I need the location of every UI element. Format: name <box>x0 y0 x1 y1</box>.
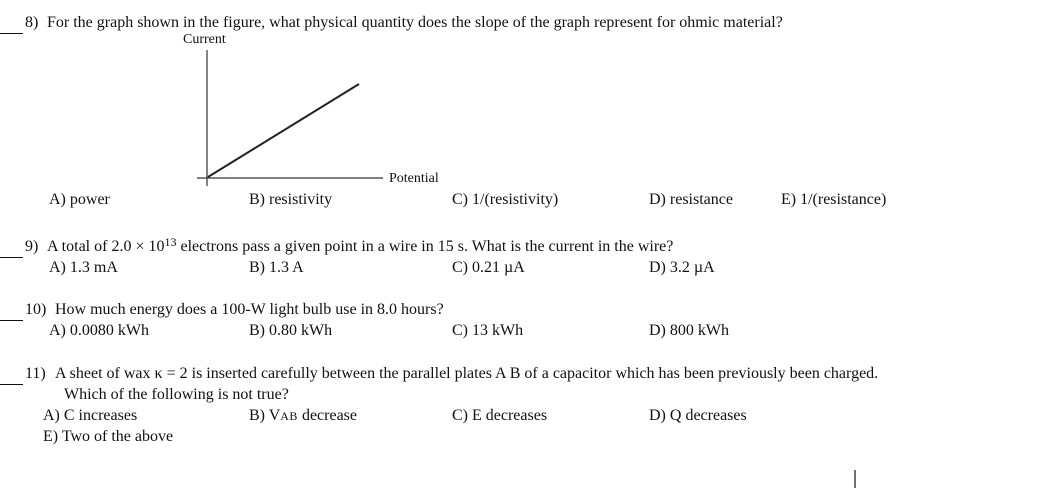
question-number: 11) <box>25 365 46 382</box>
option-d: D) 3.2 µA <box>649 259 715 276</box>
question-number: 8) <box>25 14 39 31</box>
ohmic-line <box>208 84 359 177</box>
answer-blank-q10 <box>0 320 23 321</box>
question-text <box>47 235 674 256</box>
question-text-part: A total of 2.0 × 10 <box>47 238 165 255</box>
option-a: A) power <box>49 191 110 208</box>
option-b: B) 1.3 A <box>249 259 304 276</box>
option-c: C) 13 kWh <box>452 322 524 339</box>
option-c: C) 1/(resistivity) <box>452 191 559 208</box>
option-a: A) 0.0080 kWh <box>49 322 149 339</box>
option-b <box>249 407 357 425</box>
option-d: D) 800 kWh <box>649 322 729 339</box>
option-b-prefix: B) V <box>249 407 281 424</box>
option-b: B) resistivity <box>249 191 333 208</box>
question-text: How much energy does a 100-W light bulb use in 8.0 hours? <box>55 301 444 318</box>
question-text: For the graph shown in the figure, what physical quantity does the slope of the graph represent for ohmic material? <box>47 14 783 31</box>
question-text-line2: Which of the following is not true? <box>64 386 289 403</box>
option-c: C) 0.21 µA <box>452 259 525 276</box>
x-axis-label: Potential <box>389 171 439 186</box>
option-d: D) resistance <box>649 191 733 208</box>
answer-blank-q11 <box>0 384 23 385</box>
option-d: D) Q decreases <box>649 407 747 424</box>
option-e: E) Two of the above <box>43 428 174 445</box>
question-text-part: electrons pass a given point in a wire in 15 s. What is the current in the wire? <box>176 238 674 255</box>
option-e: E) 1/(resistance) <box>781 191 887 208</box>
option-b: B) 0.80 kWh <box>249 322 333 339</box>
question-number: 9) <box>25 238 39 255</box>
answer-blank-q9 <box>0 257 23 258</box>
option-b-subscript: AB <box>280 409 298 423</box>
option-a: A) 1.3 mA <box>49 259 118 276</box>
exponent: 13 <box>164 235 177 249</box>
option-c: C) E decreases <box>452 407 548 424</box>
y-axis-label: Current <box>183 32 226 47</box>
option-a: A) C increases <box>43 407 138 424</box>
question-number: 10) <box>25 301 47 318</box>
option-b-suffix: decrease <box>297 407 357 424</box>
question-text-line1: A sheet of wax κ = 2 is inserted carefully between the parallel plates A B of a capacitor which has been previously been charged. <box>55 365 879 382</box>
